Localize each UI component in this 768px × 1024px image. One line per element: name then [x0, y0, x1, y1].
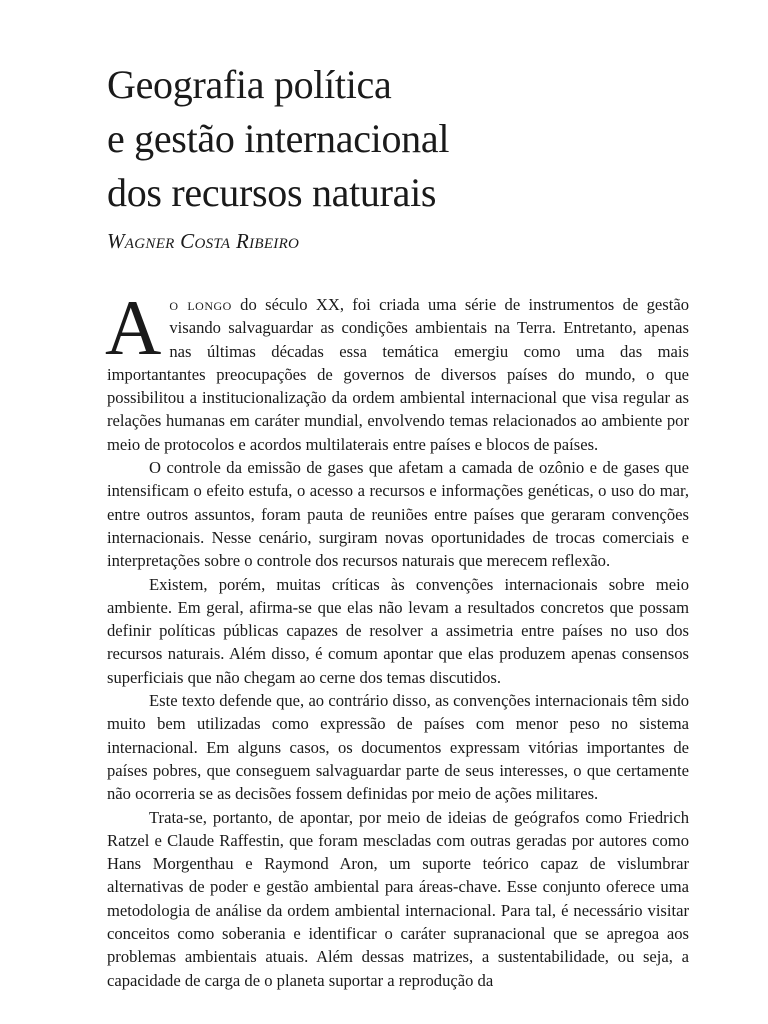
paragraph-2: O controle da emissão de gases que afetam a camada de ozônio e de gases que intensificam o efeito estufa, o acesso a recursos e informações genéticas, o uso do mar, entre outros assuntos, foram pauta de reuniões entre países que geraram convenções internacionais. Nesse cenário, surgiram novas oportunidades de trocas comerciais e interpretações sobre o controle dos recursos naturais que merecem reflexão. — [107, 458, 689, 571]
paragraph-5: Trata-se, portanto, de apontar, por meio de ideias de geógrafos como Friedrich Ratzel e Claude Raffestin, que foram mescladas com outras geradas por autores como Hans Morgenthau e Raymond Aron, um suporte teórico capaz de vislumbrar alternativas de poder e gestão ambiental para áreas-chave. Esse conjunto oferece uma metodologia de análise da ordem ambiental internacional. Para tal, é necessário visitar conceitos como soberania e identificar o caráter supranacional que se apregoa aos problemas ambientais atuais. Além dessas matrizes, a sustentabilidade, ou seja, a capacidade de carga de o planeta suportar a reprodução da — [107, 807, 689, 990]
title-line-3: dos recursos naturais — [107, 170, 437, 215]
article-title — [107, 58, 449, 220]
title-line-2: e gestão internacional — [107, 116, 450, 161]
lead-in-smallcaps: o longo — [169, 295, 232, 314]
paragraph-3: Existem, porém, muitas críticas às convenções internacionais sobre meio ambiente. Em geral, afirma-se que elas não levam a resultados concretos que possam definir políticas públicas capazes de resolver a assimetria entre países no uso dos recursos naturais. Além disso, é comum apontar que elas produzem apenas consensos superficiais que não chegam ao cerne dos temas discutidos. — [107, 574, 689, 687]
article-author: Wagner Costa Ribeiro — [107, 229, 300, 253]
paragraph-4: Este texto defende que, ao contrário disso, as convenções internacionais têm sido muito bem utilizadas como expressão de países com menor peso no sistema internacional. Em alguns casos, os documentos expressam vitórias importantes de países pobres, que conseguem salvaguardar parte de seus interesses, o que certamente não ocorreria se as decisões fossem definidas por meio de ações militares. — [107, 691, 689, 804]
paragraph-1-text: do século XX, foi criada uma série de instrumentos de gestão visando salvaguardar as condições ambientais na Terra. Entretanto, apenas nas últimas décadas essa temática emergiu como uma das mais importantantes preocupações de governos de diversos países do mundo, o que possibilitou a institucionalização da ordem ambiental internacional que visa regular as relações humanas em caráter mundial, envolvendo temas relacionados ao ambiente por meio de protocolos e acordos multilaterais entre países e blocos de países. — [107, 295, 689, 454]
drop-cap: A — [105, 284, 162, 371]
article-body — [105, 284, 689, 992]
title-line-1: Geografia política — [107, 62, 392, 107]
paragraph-1 — [105, 284, 689, 456]
